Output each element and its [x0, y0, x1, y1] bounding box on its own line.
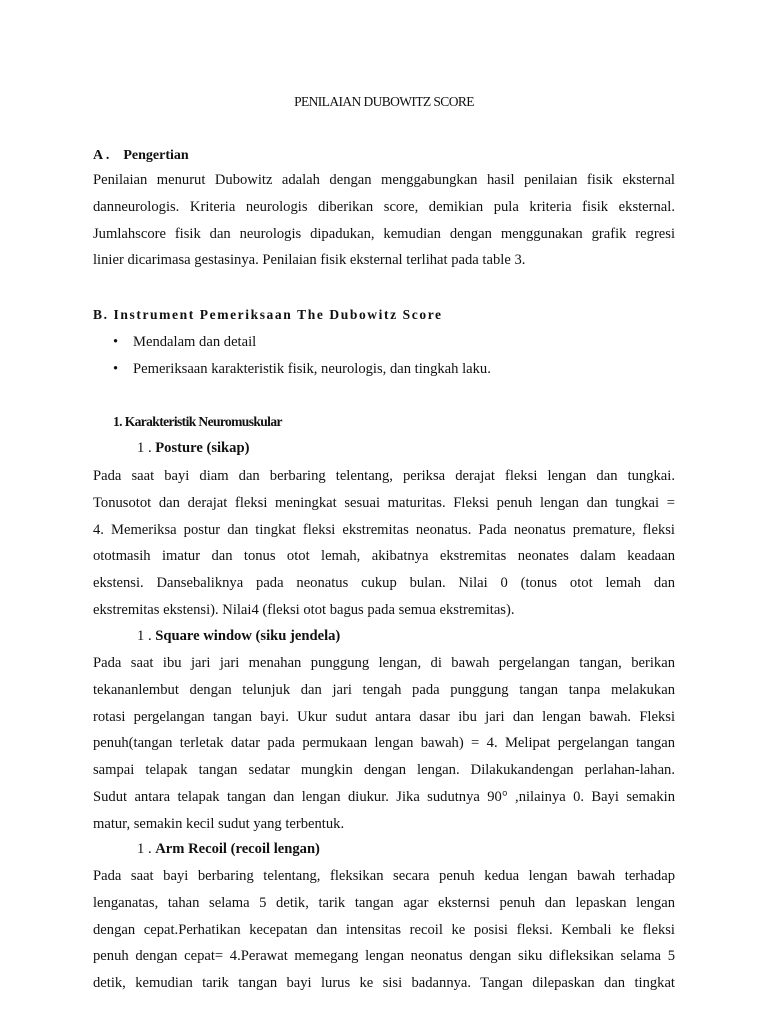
posture-heading: [137, 439, 249, 457]
square-window-paragraph: [93, 650, 675, 838]
section-a-paragraph: [93, 167, 675, 274]
bullet-icon: •: [113, 361, 119, 377]
paragraph-line: Tonusotot dan derajat fleksi meningkat sesuai maturitas. Fleksi penuh lengan dan tungkai =: [93, 494, 675, 511]
paragraph-line: linier dicarimasa gestasinya. Penilaian fisik eksternal terlihat pada table 3.: [93, 252, 526, 269]
paragraph-line: sampai telapak tangan sedatar mungkin dengan lengan. Dilakukandengan perlahan-lahan.: [93, 762, 675, 779]
item-number: 1 .: [137, 628, 152, 644]
item-title: Square window (siku jendela): [155, 628, 341, 644]
square-window-heading: [137, 627, 340, 645]
paragraph-line: 4. Memeriksa postur dan tingkat fleksi ekstremitas neonatus. Pada neonatus premature, fleksi: [93, 521, 675, 538]
document-page: [93, 0, 675, 1024]
arm-recoil-paragraph: [93, 863, 675, 997]
paragraph-line: Pada saat bayi berbaring telentang, fleksikan secara penuh kedua lengan bawah terhadap: [93, 868, 675, 884]
arm-recoil-heading: [137, 840, 320, 858]
item-number: 1 .: [137, 440, 152, 456]
list-item: [93, 356, 675, 383]
bullet-icon: •: [113, 334, 119, 350]
paragraph-line: penuh(tangan terletak datar pada permukaan lengan bawah) = 4. Melipat pergelangan tangan: [93, 735, 675, 752]
paragraph-line: ekstensi. Dansebaliknya pada neonatus cukup bulan. Nilai 0 (tonus otot lemah dan: [93, 575, 675, 592]
posture-paragraph: [93, 463, 675, 624]
paragraph-line: Penilaian menurut Dubowitz adalah dengan menggabungkan hasil penilaian fisik eksternal: [93, 172, 675, 188]
section-a-number: A .: [93, 148, 110, 163]
list-item: [93, 329, 675, 356]
paragraph-line: ototmasih imatur dan tonus otot lemah, akibatnya ekstremitas neonates dalam keadaan: [93, 548, 675, 565]
paragraph-line: danneurologis. Kriteria neurologis diberikan score, demikian pula kriteria fisik eksternal.: [93, 198, 675, 215]
paragraph-line: Jumlahscore fisik dan neurologis dipadukan, kemudian dengan menggunakan grafik regresi: [93, 225, 675, 242]
list-item-text: Mendalam dan detail: [133, 334, 257, 350]
paragraph-line: detik, kemudian tarik tangan bayi lurus ke sisi badannya. Tangan dilepaskan dan tingkat: [93, 975, 675, 992]
item-title: Posture (sikap): [155, 440, 250, 456]
item-number: 1 .: [137, 841, 152, 857]
subsection-heading: 1. Karakteristik Neuromuskular: [113, 414, 282, 429]
section-a-heading: [93, 147, 189, 165]
section-b-bullet-list: [93, 329, 675, 383]
paragraph-line: penuh dengan cepat= 4.Perawat memegang lengan neonatus dengan siku difleksikan selama 5: [93, 948, 675, 965]
paragraph-line: matur, semakin kecil sudut yang terbentuk.: [93, 815, 345, 832]
section-a-title: Pengertian: [123, 148, 189, 163]
paragraph-line: ekstremitas ekstensi). Nilai4 (fleksi otot bagus pada semua ekstremitas).: [93, 601, 515, 618]
section-b-heading: B. Instrument Pemeriksaan The Dubowitz Score: [93, 307, 443, 322]
paragraph-line: Pada saat bayi diam dan berbaring telentang, periksa derajat fleksi lengan dan tungkai.: [93, 468, 675, 484]
list-item-text: Pemeriksaan karakteristik fisik, neurologis, dan tingkah laku.: [133, 361, 491, 377]
paragraph-line: tekananlembut dengan telunjuk dan jari tengah pada punggung tangan tanpa melakukan: [93, 681, 675, 698]
paragraph-line: dengan cepat.Perhatikan kecepatan dan intensitas recoil ke posisi fleksi. Kembali ke fleksi: [93, 921, 675, 938]
paragraph-line: Pada saat ibu jari jari menahan punggung lengan, di bawah pergelangan tangan, berikan: [93, 655, 675, 671]
paragraph-line: lenganatas, tahan selama 5 detik, tarik tangan agar eksternsi penuh dan lepaskan lengan: [93, 894, 675, 911]
item-title: Arm Recoil (recoil lengan): [155, 841, 320, 857]
paragraph-line: rotasi pergelangan tangan bayi. Ukur sudut antara dasar ibu jari dan lengan bawah. Fleksi: [93, 708, 675, 725]
paragraph-line: Sudut antara telapak tangan dan lengan diukur. Jika sudutnya 90° ,nilainya 0. Bayi semakin: [93, 788, 675, 805]
document-title: PENILAIAN DUBOWITZ SCORE: [294, 94, 474, 109]
